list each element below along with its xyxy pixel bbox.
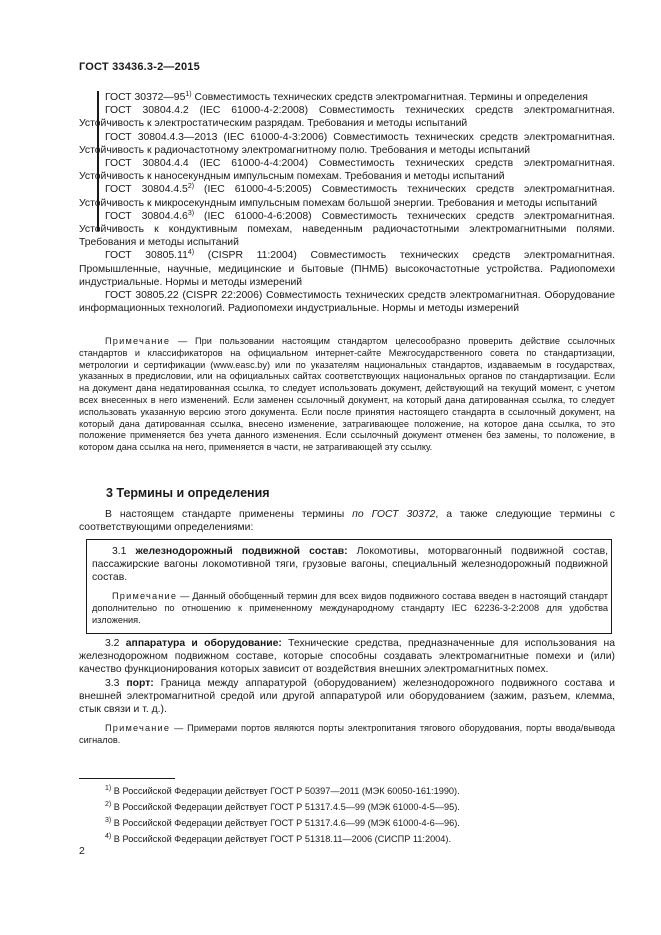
note-label: Примечание — [105, 336, 171, 346]
footnote-item: $^{1)}$ В Российской Федерации действует ГОСТ Р 50397—2011 (МЭК 60050-161:1990). — [105, 785, 460, 796]
section-title: 3 Термины и определения — [106, 486, 270, 500]
reference-item: ГОСТ 30804.4.4 (IEC 61000-4-4:2004) Совместимость технических средств электромагнитная. Устойчивость к наносекундным импульсным помехам. Требования и методы испытаний — [79, 158, 615, 183]
reference-item: ГОСТ 30804.4.6$^{3)}$ (IEC 61000-4-6:2008) Совместимость технических средств электромагнитная. Устойчивость к кондуктивным помехам, наведенным радиочастотными электромагнитными полями. Требования и методы испытаний — [79, 209, 615, 249]
reference-item: ГОСТ 30804.4.3—2013 (IEC 61000-4-3:2006) Совместимость технических средств электромагнитная. Устойчивость к радиочастотному электромагнитному полю. Требования и методы испытаний — [79, 131, 615, 156]
footnote-item: $^{4)}$ В Российской Федерации действует ГОСТ Р 51318.11—2006 (СИСПР 11:2004). — [105, 833, 452, 844]
term-3-2: 3.2 аппаратура и оборудование: Технические средства, предназначенные для использования на железнодорожном подвижном составе, которые способны создавать электромагнитные помехи и (или) качество функционирования которых зависит от воздействия внешних электромагнитных помех. — [79, 638, 615, 676]
footnote-separator — [79, 778, 175, 779]
terms-list — [79, 637, 615, 716]
term-3-1: 3.1 железнодорожный подвижной состав: Локомотивы, моторвагонный подвижной состав, пассажирские вагоны локомотивной тяги, грузовые вагоны, специальный железнодорожный подвижной состав. — [92, 546, 608, 584]
document-header: ГОСТ 33436.3-2—2015 — [79, 61, 200, 73]
page-number: 2 — [79, 846, 85, 857]
term-name: аппаратура и оборудование: — [125, 638, 282, 649]
references-note: Примечание — При пользовании настоящим стандартом целесообразно проверить действие ссылочных стандартов и классификаторов на официальном интернет-сайте Межгосударственного совета по стандартизации, метрологии и сертификации (www.easc.by) или по указателям национальных стандартов, издаваемым в государствах, указанных в предисловии, или на официальных сайтах соответствующих национальных органов по стандартизации. Если на документ дана недатированная ссылка, то следует использовать документ, действующий на текущий момент, с учетом всех внесенных в него изменений. Если заменен ссылочный документ, на который дана датированная ссылка, то следует использовать указанную версию этого документа. Если после принятия настоящего стандарта в ссылочный документ, на который дана датированная ссылка, внесено изменение, затрагивающее положение, на которое дана ссылка, то это положение применяется без учета данного изменения. Если ссылочный документ отменен без замены, то положение, в котором дана ссылка на него, применяется в части, не затрагивающей эту ссылку. — [79, 336, 615, 453]
note-text: При пользовании настоящим стандартом целесообразно проверить действие ссылочных стандартов и классификаторов на официальном интернет-сайте Межгосударственного совета по стандартизации, метрологии и сертификации (www.easc.by) или по указателям национальных стандартов, издаваемым в государствах, указанных в предисловии, или на официальных сайтах соответствующих национальных органов по стандартизации. Если на документ дана недатированная ссылка, то следует использовать документ, действующий на текущий момент, с учетом всех внесенных в него изменений. Если заменен ссылочный документ, на который дана датированная ссылка, то следует использовать указанную версию этого документа. Если после принятия настоящего стандарта в ссылочный документ, на который дана датированная ссылка, внесено изменение, затрагивающее положение, на которое дана ссылка, то это положение применяется без учета данного изменения. Если ссылочный документ отменен без замены, то положение, в котором дана ссылка на него, применяется в части, не затрагивающей эту ссылку. — [79, 336, 615, 453]
reference-item: ГОСТ 30804.4.5$^{2)}$ (IEC 61000-4-5:2005) Совместимость технических средств электромагнитная. Устойчивость к микросекундным импульсным помехам большой энергии. Требования и методы испытаний — [79, 183, 615, 209]
note-label: Примечание — [105, 723, 171, 733]
term-3-1-note: Примечание — Данный обобщенный термин для всех видов подвижного состава введен в настоящий стандарт дополнительно по отношению к примененному международному стандарту IEC 62236-3-2:2008 для удобства изложения. — [92, 591, 608, 625]
footnote-item: $^{3)}$ В Российской Федерации действует ГОСТ Р 51317.4.6—99 (МЭК 61000-4-6—96). — [105, 817, 460, 828]
term-3-3: 3.3 порт: Граница между аппаратурой (оборудованием) железнодорожного подвижного состава и внешней электромагнитной средой или другой аппаратурой или оборудованием (зажим, разъем, клемма, стык связи и т. д.). — [79, 677, 615, 716]
footnotes — [79, 783, 615, 847]
section-intro: В настоящем стандарте применены термины по ГОСТ 30372, а также следующие термины с соответствующими определениями: — [79, 509, 616, 534]
normative-references — [79, 91, 615, 315]
reference-item: ГОСТ 30804.4.2 (IEC 61000-4-2:2008) Совместимость технических средств электромагнитная. Устойчивость к электростатическим разрядам. Требования и методы испытаний — [79, 105, 615, 130]
note-label: Примечание — [112, 591, 178, 601]
reference-item: ГОСТ 30372—95$^{1)}$ Совместимость технических средств электромагнитная. Термины и определения — [105, 91, 588, 103]
reference-item: ГОСТ 30805.22 (CISPR 22:2006) Совместимость технических средств электромагнитная. Оборудование информационных технологий. Радиопомехи индустриальные. Нормы и методы измерений — [79, 290, 615, 315]
term-name: железнодорожный подвижной состав: — [135, 546, 348, 557]
term-3-3-note: Примечание — Примерами портов являются порты электропитания тягового оборудования, порты ввода/вывода сигналов. — [79, 723, 615, 745]
term-name: порт: — [126, 677, 154, 689]
footnote-item: $^{2)}$ В Российской Федерации действует ГОСТ Р 51317.4.5—99 (МЭК 61000-4-5—95). — [105, 801, 460, 812]
reference-item: ГОСТ 30805.11$^{4)}$ (CISPR 11:2004) Совместимость технических средств электромагнитная. Промышленные, научные, медицинские и бытовые (ПНМБ) высокочастотные устройства. Радиопомехи индустриальные. Нормы и методы измерений — [79, 249, 615, 288]
